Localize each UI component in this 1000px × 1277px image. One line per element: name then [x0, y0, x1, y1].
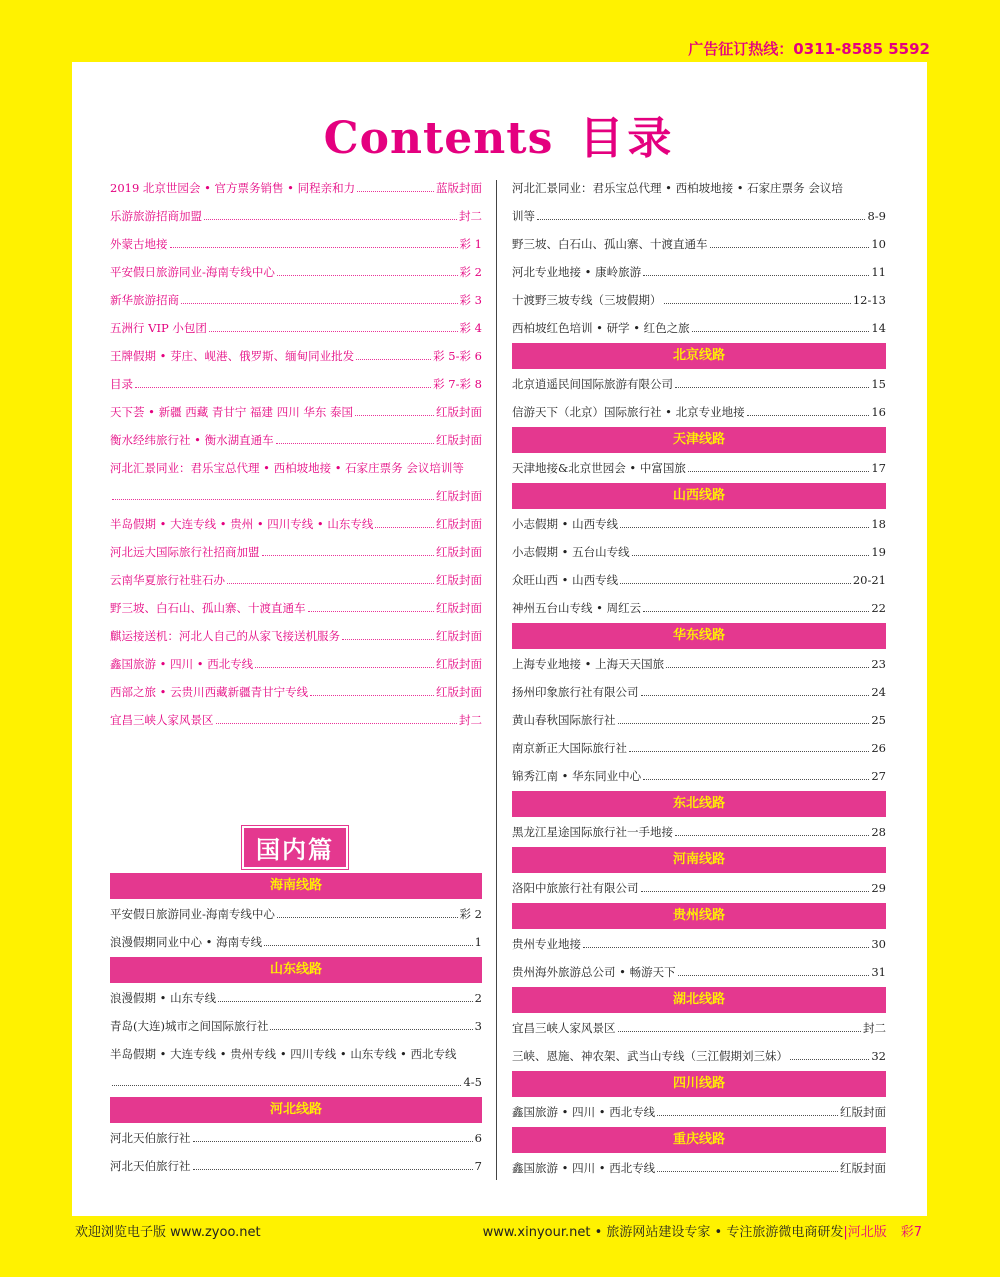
- toc-entry-title: 西部之旅 • 云贵川西藏新疆青甘宁专线: [110, 685, 309, 699]
- route-section-header: 重庆线路: [512, 1127, 886, 1153]
- toc-entry-page: 彩 1: [459, 237, 482, 251]
- toc-entry-title: 青岛(大连)城市之间国际旅行社: [110, 1019, 269, 1033]
- footer-right-url[interactable]: www.xinyour.net • 旅游网站建设专家 • 专注旅游微电商研发: [482, 1225, 844, 1240]
- toc-entry[interactable]: [110, 258, 482, 286]
- toc-entry[interactable]: [110, 1124, 482, 1152]
- dot-leader: [675, 386, 869, 388]
- footer-right: [483, 1221, 922, 1240]
- dot-leader: [620, 526, 869, 528]
- toc-entry-page: 30: [871, 937, 886, 951]
- route-section-header: 东北线路: [512, 791, 886, 817]
- toc-entry-page: 23: [871, 657, 886, 671]
- toc-entry[interactable]: [110, 454, 482, 482]
- dot-leader: [277, 916, 458, 918]
- toc-entry-title: 五洲行 VIP 小包团: [110, 321, 207, 335]
- toc-entry-title: 小志假期 • 山西专线: [512, 517, 619, 531]
- toc-entry-title: 河北远大国际旅行社招商加盟: [110, 545, 260, 559]
- toc-entry-title: 新华旅游招商: [110, 293, 179, 307]
- dot-leader: [747, 414, 870, 416]
- toc-entry-title: 上海专业地接 • 上海天天国旅: [512, 657, 665, 671]
- toc-entry-page: 红版封面: [436, 573, 482, 587]
- dot-leader: [641, 890, 870, 892]
- dot-leader: [276, 442, 434, 444]
- toc-entry-page: 红版封面: [436, 433, 482, 447]
- toc-entry-page: 红版封面: [436, 489, 482, 503]
- route-section-header: 河南线路: [512, 847, 886, 873]
- toc-entry-page: 红版封面: [436, 601, 482, 615]
- dot-leader: [227, 582, 434, 584]
- page-title: [72, 102, 927, 166]
- toc-entry[interactable]: [512, 706, 886, 734]
- toc-entry[interactable]: [512, 594, 886, 622]
- route-section-header: 天津线路: [512, 427, 886, 453]
- toc-entry[interactable]: [110, 1040, 482, 1068]
- route-section-header: 山东线路: [110, 957, 482, 983]
- toc-entry-page: 2: [474, 991, 482, 1005]
- toc-entry-title: 河北汇景同业：君乐宝总代理 • 西柏坡地接 • 石家庄票务 会议培训等: [110, 461, 464, 475]
- toc-entry-page: 12-13: [852, 293, 886, 307]
- dot-leader: [632, 554, 870, 556]
- toc-entry[interactable]: [110, 202, 482, 230]
- toc-entry-title: 河北专业地接 • 康岭旅游: [512, 265, 642, 279]
- toc-entry[interactable]: [110, 1152, 482, 1180]
- dot-leader: [643, 610, 869, 612]
- toc-entry-title: 王牌假期 • 芽庄、岘港、俄罗斯、缅甸同业批发: [110, 349, 355, 363]
- toc-entry[interactable]: [512, 370, 886, 398]
- toc-entry[interactable]: [110, 538, 482, 566]
- dot-leader: [666, 666, 869, 668]
- route-section-header: 河北线路: [110, 1097, 482, 1123]
- toc-entry[interactable]: [110, 510, 482, 538]
- toc-entry-page: 28: [871, 825, 886, 839]
- dot-leader: [620, 582, 851, 584]
- toc-entry-title: 天下荟 • 新疆 西藏 青甘宁 福建 四川 华东 泰国: [110, 405, 354, 419]
- dot-leader: [790, 1058, 869, 1060]
- dot-leader: [209, 330, 458, 332]
- toc-entry-page: 24: [871, 685, 886, 699]
- toc-entry-title: 云南华夏旅行社驻石办: [110, 573, 225, 587]
- footer-edition: |河北版: [843, 1225, 887, 1240]
- toc-entry-title: 北京逍遥民间国际旅游有限公司: [512, 377, 673, 391]
- toc-entry-page: 4-5: [463, 1075, 482, 1089]
- toc-entry-title: 天津地接&北京世园会 • 中富国旅: [512, 461, 686, 475]
- toc-entry-page: 红版封面: [840, 1105, 886, 1119]
- toc-entry-page: 封二: [459, 209, 482, 223]
- toc-entry[interactable]: [512, 510, 886, 538]
- toc-entry[interactable]: [512, 678, 886, 706]
- toc-entry[interactable]: [110, 984, 482, 1012]
- toc-entry[interactable]: [110, 594, 482, 622]
- toc-entry[interactable]: [512, 1098, 886, 1126]
- toc-entry-page: 彩 5-彩 6: [433, 349, 482, 363]
- toc-entry-title: 麒运接送机：河北人自己的从家飞接送机服务: [110, 629, 340, 643]
- toc-entry-title: 宜昌三峡人家风景区: [512, 1021, 616, 1035]
- toc-entry[interactable]: [110, 370, 482, 398]
- dot-leader: [643, 274, 869, 276]
- dot-leader: [170, 246, 458, 248]
- contents-panel: [72, 62, 927, 1216]
- dot-leader: [657, 1170, 838, 1172]
- dot-leader: [112, 498, 434, 500]
- toc-entry-page: 20-21: [852, 573, 886, 587]
- dot-leader: [657, 1114, 838, 1116]
- toc-entry-title: 平安假日旅游同业-海南专线中心: [110, 265, 275, 279]
- dot-leader: [629, 750, 869, 752]
- dot-leader: [181, 302, 458, 304]
- dot-leader: [688, 470, 870, 472]
- dot-leader: [135, 386, 431, 388]
- toc-entry[interactable]: [512, 1154, 886, 1182]
- toc-entry[interactable]: [110, 566, 482, 594]
- toc-entry-page: 彩 7-彩 8: [433, 377, 482, 391]
- dot-leader: [218, 1000, 473, 1002]
- toc-entry-page: 11: [871, 265, 886, 279]
- route-section-header: 山西线路: [512, 483, 886, 509]
- toc-entry-page: 蓝版封面: [436, 181, 482, 195]
- toc-entry-page: 14: [871, 321, 886, 335]
- toc-entry[interactable]: [512, 398, 886, 426]
- dot-leader: [193, 1168, 473, 1170]
- toc-entry-page: 彩 2: [459, 265, 482, 279]
- toc-entry[interactable]: [512, 258, 886, 286]
- dot-leader: [193, 1140, 473, 1142]
- toc-entry-title: 贵州专业地接: [512, 937, 581, 951]
- dot-leader: [270, 1028, 472, 1030]
- dot-leader: [355, 414, 434, 416]
- dot-leader: [664, 302, 851, 304]
- dot-leader: [308, 610, 435, 612]
- toc-entry-page: 彩 2: [459, 907, 482, 921]
- toc-entry-page: 彩 4: [459, 321, 482, 335]
- toc-entry-page: 10: [871, 237, 886, 251]
- dot-leader: [675, 834, 869, 836]
- toc-entry-title: 宜昌三峡人家风景区: [110, 713, 214, 727]
- toc-entry[interactable]: [110, 1012, 482, 1040]
- toc-entry-page: 16: [871, 405, 886, 419]
- dot-leader: [277, 274, 458, 276]
- toc-entry-page: 7: [474, 1159, 482, 1173]
- toc-entry[interactable]: [110, 1068, 482, 1096]
- toc-entry[interactable]: [512, 650, 886, 678]
- toc-entry-title: 贵州海外旅游总公司 • 畅游天下: [512, 965, 676, 979]
- toc-entry-title: 鑫国旅游 • 四川 • 西北专线: [110, 657, 254, 671]
- toc-entry-title: 锦秀江南 • 华东同业中心: [512, 769, 642, 783]
- route-section-header: 四川线路: [512, 1071, 886, 1097]
- ad-hotline: 广告征订热线：0311-8585 5592: [688, 40, 930, 58]
- toc-entry-page: 红版封面: [436, 517, 482, 531]
- footer-left-url[interactable]: 欢迎浏览电子版 www.zyoo.net: [75, 1225, 261, 1240]
- toc-entry-page: 红版封面: [436, 657, 482, 671]
- toc-entry[interactable]: [512, 958, 886, 986]
- dot-leader: [692, 330, 870, 332]
- toc-entry[interactable]: [110, 314, 482, 342]
- toc-entry-page: 22: [871, 601, 886, 615]
- toc-entry-title: 野三坡、白石山、孤山寨、十渡直通车: [512, 237, 708, 251]
- footer-page-number: 彩7: [900, 1225, 922, 1240]
- dot-leader: [357, 190, 434, 192]
- toc-entry[interactable]: [110, 482, 482, 510]
- dot-leader: [618, 722, 870, 724]
- dot-leader: [262, 554, 435, 556]
- route-section-header: 华东线路: [512, 623, 886, 649]
- toc-entry[interactable]: [512, 930, 886, 958]
- toc-entry-title: 乐游旅游招商加盟: [110, 209, 202, 223]
- dot-leader: [204, 218, 457, 220]
- title-english: Contents: [323, 113, 554, 164]
- domestic-section-label: 国内篇: [242, 826, 348, 869]
- toc-entry-title: 鑫国旅游 • 四川 • 西北专线: [512, 1105, 656, 1119]
- toc-entry-page: 红版封面: [436, 545, 482, 559]
- toc-entry-title: 西柏坡红色培训 • 研学 • 红色之旅: [512, 321, 690, 335]
- route-section-header: 北京线路: [512, 343, 886, 369]
- toc-entry[interactable]: [110, 174, 482, 202]
- toc-entry-title: 野三坡、白石山、孤山寨、十渡直通车: [110, 601, 306, 615]
- toc-entry[interactable]: [512, 230, 886, 258]
- toc-entry-page: 32: [871, 1049, 886, 1063]
- toc-entry-title: 小志假期 • 五台山专线: [512, 545, 630, 559]
- toc-entry-title: 三峡、恩施、神农架、武当山专线（三江假期刘三妹）: [512, 1049, 788, 1063]
- toc-entry[interactable]: [110, 650, 482, 678]
- toc-entry[interactable]: [110, 622, 482, 650]
- toc-entry-title: 扬州印象旅行社有限公司: [512, 685, 639, 699]
- dot-leader: [710, 246, 870, 248]
- toc-entry-page: 红版封面: [840, 1161, 886, 1175]
- right-contents-list: [512, 174, 886, 1182]
- toc-entry-title: 黑龙江星途国际旅行社一手地接: [512, 825, 673, 839]
- toc-entry-title: 河北汇景同业：君乐宝总代理 • 西柏坡地接 • 石家庄票务 会议培: [512, 181, 843, 195]
- route-section-header: 湖北线路: [512, 987, 886, 1013]
- toc-entry[interactable]: [512, 454, 886, 482]
- toc-entry-page: 3: [474, 1019, 482, 1033]
- toc-entry-title: 神州五台山专线 • 周红云: [512, 601, 642, 615]
- toc-entry[interactable]: [110, 286, 482, 314]
- toc-entry-page: 6: [474, 1131, 482, 1145]
- dot-leader: [310, 694, 434, 696]
- toc-entry-title: 信游天下（北京）国际旅行社 • 北京专业地接: [512, 405, 745, 419]
- toc-entry-title: 浪漫假期同业中心 • 海南专线: [110, 935, 263, 949]
- toc-entry[interactable]: [512, 1042, 886, 1070]
- dot-leader: [255, 666, 434, 668]
- dot-leader: [641, 694, 870, 696]
- toc-entry-title: 洛阳中旅旅行社有限公司: [512, 881, 639, 895]
- toc-entry[interactable]: [512, 734, 886, 762]
- toc-entry-page: 18: [871, 517, 886, 531]
- toc-entry-title: 河北天伯旅行社: [110, 1159, 191, 1173]
- toc-entry-title: 河北天伯旅行社: [110, 1131, 191, 1145]
- toc-entry-page: 26: [871, 741, 886, 755]
- toc-entry-page: 红版封面: [436, 405, 482, 419]
- toc-entry[interactable]: [110, 230, 482, 258]
- toc-entry-page: 31: [871, 965, 886, 979]
- toc-entry-title: 目录: [110, 377, 133, 391]
- toc-entry-title: 半岛假期 • 大连专线 • 贵州 • 四川专线 • 山东专线: [110, 517, 374, 531]
- toc-entry[interactable]: [512, 874, 886, 902]
- toc-entry[interactable]: [110, 398, 482, 426]
- toc-entry-title: 2019 北京世园会 • 官方票务销售 • 同程亲和力: [110, 181, 356, 195]
- toc-entry[interactable]: [110, 928, 482, 956]
- toc-entry-title: 平安假日旅游同业-海南专线中心: [110, 907, 275, 921]
- toc-entry-title: 半岛假期 • 大连专线 • 贵州专线 • 四川专线 • 山东专线 • 西北专线: [110, 1047, 457, 1061]
- toc-entry-title: 衡水经纬旅行社 • 衡水湖直通车: [110, 433, 274, 447]
- toc-entry-title: 鑫国旅游 • 四川 • 西北专线: [512, 1161, 656, 1175]
- toc-entry[interactable]: [512, 762, 886, 790]
- toc-entry-page: 红版封面: [436, 685, 482, 699]
- dot-leader: [112, 1084, 461, 1086]
- toc-entry-title: 外蒙古地接: [110, 237, 168, 251]
- toc-entry[interactable]: [110, 900, 482, 928]
- toc-entry-title: 十渡野三坡专线（三坡假期）: [512, 293, 662, 307]
- dot-leader: [537, 218, 865, 220]
- route-section-header: 海南线路: [110, 873, 482, 899]
- dot-leader: [356, 358, 431, 360]
- toc-entry-title: 南京新正大国际旅行社: [512, 741, 627, 755]
- toc-entry-page: 8-9: [867, 209, 886, 223]
- toc-entry[interactable]: [512, 538, 886, 566]
- toc-entry-page: 27: [871, 769, 886, 783]
- dot-leader: [216, 722, 458, 724]
- toc-entry-page: 红版封面: [436, 629, 482, 643]
- toc-entry[interactable]: [512, 566, 886, 594]
- left-contents-list: [110, 174, 482, 734]
- toc-entry-title: 浪漫假期 • 山东专线: [110, 991, 217, 1005]
- toc-entry[interactable]: [110, 342, 482, 370]
- dot-leader: [342, 638, 434, 640]
- toc-entry[interactable]: [512, 314, 886, 342]
- toc-entry-page: 25: [871, 713, 886, 727]
- dot-leader: [643, 778, 869, 780]
- toc-entry[interactable]: [512, 818, 886, 846]
- route-section-header: 贵州线路: [512, 903, 886, 929]
- toc-entry-page: 15: [871, 377, 886, 391]
- toc-entry-title: 黄山春秋国际旅行社: [512, 713, 616, 727]
- toc-entry[interactable]: [512, 1014, 886, 1042]
- dot-leader: [264, 944, 473, 946]
- left-route-sections: [110, 872, 482, 1180]
- dot-leader: [618, 1030, 862, 1032]
- toc-entry-page: 17: [871, 461, 886, 475]
- toc-entry-page: 封二: [863, 1021, 886, 1035]
- toc-entry-page: 封二: [459, 713, 482, 727]
- dot-leader: [678, 974, 870, 976]
- toc-entry-page: 1: [474, 935, 482, 949]
- title-chinese: 目录: [579, 113, 676, 164]
- dot-leader: [375, 526, 434, 528]
- dot-leader: [583, 946, 869, 948]
- toc-entry-page: 29: [871, 881, 886, 895]
- toc-entry[interactable]: [512, 174, 886, 202]
- toc-entry[interactable]: [110, 426, 482, 454]
- toc-entry-page: 19: [871, 545, 886, 559]
- toc-entry[interactable]: [110, 706, 482, 734]
- toc-entry[interactable]: [512, 286, 886, 314]
- toc-entry-title: 众旺山西 • 山西专线: [512, 573, 619, 587]
- toc-entry[interactable]: [512, 202, 886, 230]
- column-divider: [496, 180, 497, 1180]
- toc-entry-title: 训等: [512, 209, 535, 223]
- toc-entry-page: 彩 3: [459, 293, 482, 307]
- toc-entry[interactable]: [110, 678, 482, 706]
